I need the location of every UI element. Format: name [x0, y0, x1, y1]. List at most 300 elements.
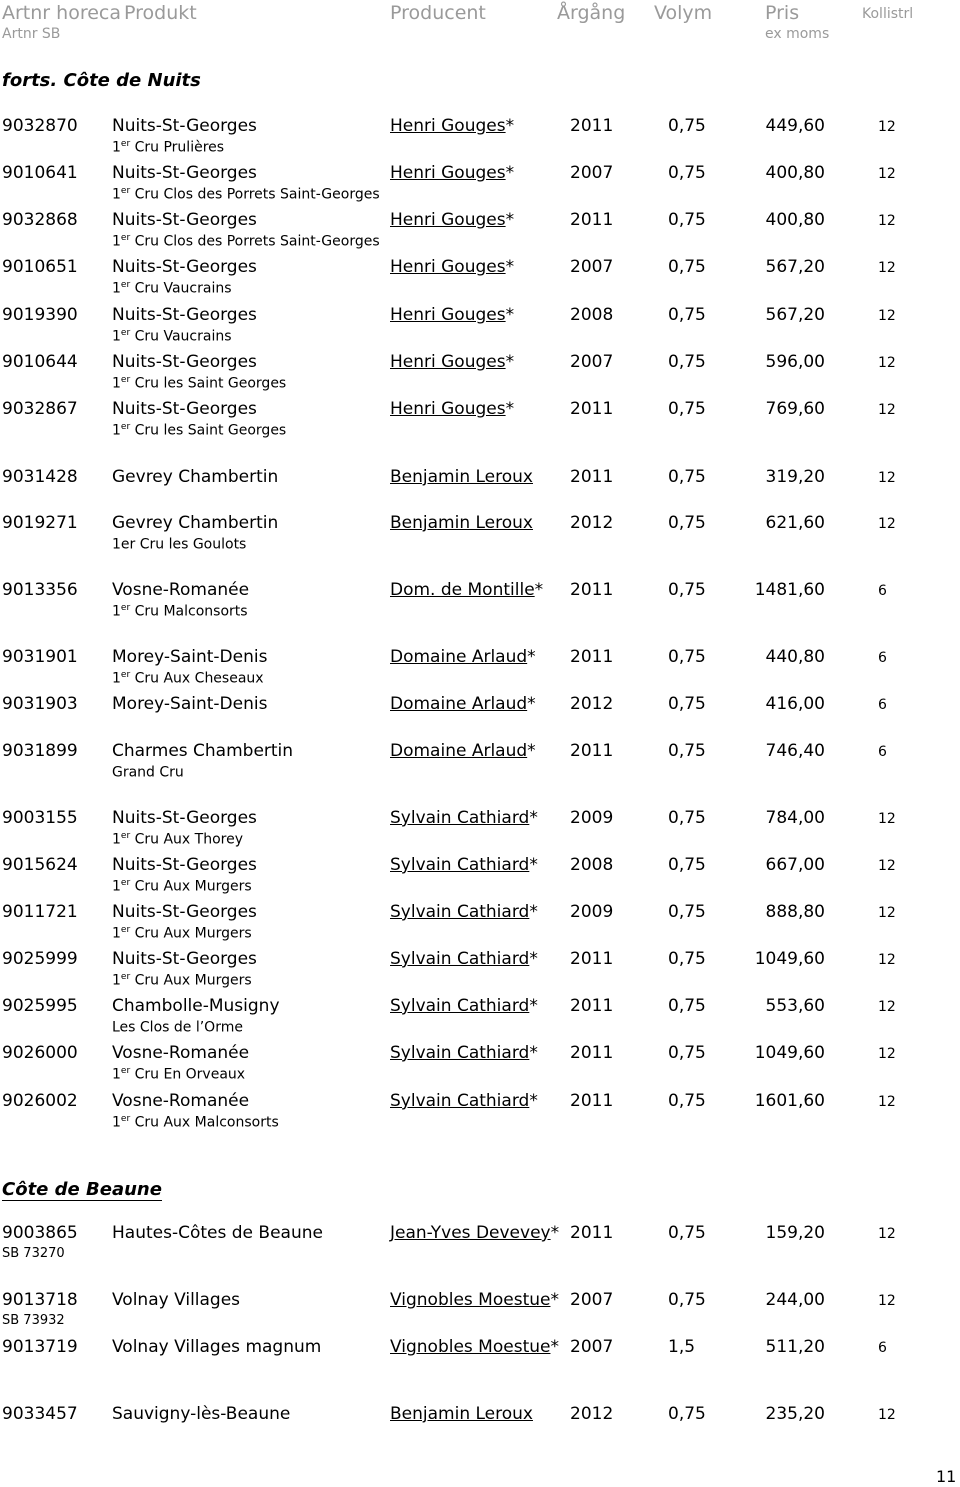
cru-superscript: er — [120, 186, 131, 196]
argang-cell: 2011 — [570, 399, 614, 419]
producent-cell — [390, 1290, 559, 1310]
cru-subtitle — [112, 536, 246, 553]
section-title-cote-de-beaune: Côte de Beaune — [2, 1179, 162, 1200]
pris-cell: 1049,60 — [754, 1043, 825, 1063]
artnr-cell: 9015624 — [2, 855, 78, 875]
argang-cell: 2011 — [570, 1223, 614, 1243]
pris-cell: 449,60 — [765, 116, 825, 136]
cru-subtitle — [112, 186, 380, 203]
volym-cell: 0,75 — [668, 808, 706, 828]
table-row — [0, 116, 960, 162]
cru-number: 1 — [112, 422, 121, 439]
cru-name: Les Clos de l’Orme — [112, 1019, 243, 1036]
cru-number: 1 — [112, 233, 121, 250]
header-argang: Årgång — [557, 2, 626, 24]
producent-link[interactable]: Henri Gouges — [390, 116, 506, 136]
kolli-cell: 12 — [878, 952, 896, 968]
kolli-cell: 6 — [878, 583, 887, 599]
header-producent: Producent — [390, 2, 486, 24]
kolli-cell: 12 — [878, 1407, 896, 1423]
pris-cell: 400,80 — [765, 163, 825, 183]
cru-name: Cru Aux Cheseaux — [130, 670, 264, 687]
producent-cell — [390, 305, 514, 325]
cru-number: 1 — [112, 375, 121, 392]
cru-name: Cru Aux Thorey — [130, 831, 243, 848]
producent-star: * — [550, 1337, 559, 1357]
producent-link[interactable]: Vignobles Moestue — [390, 1290, 551, 1310]
argang-cell: 2009 — [570, 808, 614, 828]
volym-cell: 0,75 — [668, 902, 706, 922]
artnr-cell: 9032867 — [2, 399, 78, 419]
produkt-cell: Nuits-St-Georges — [112, 352, 257, 372]
pris-cell: 667,00 — [765, 855, 825, 875]
producent-star: * — [550, 1290, 559, 1310]
produkt-cell: Nuits-St-Georges — [112, 949, 257, 969]
cru-subtitle — [112, 1019, 243, 1036]
volym-cell: 0,75 — [668, 996, 706, 1016]
cru-subtitle — [112, 670, 264, 687]
argang-cell: 2011 — [570, 467, 614, 487]
pris-cell: 416,00 — [765, 694, 825, 714]
produkt-cell: Nuits-St-Georges — [112, 808, 257, 828]
producent-cell — [390, 741, 536, 761]
artnr-cell: 9019390 — [2, 305, 78, 325]
kolli-cell: 12 — [878, 119, 896, 135]
table-row — [0, 647, 960, 693]
producent-link[interactable]: Henri Gouges — [390, 163, 506, 183]
table-row — [0, 305, 960, 351]
argang-cell: 2009 — [570, 902, 614, 922]
produkt-cell: Gevrey Chambertin — [112, 467, 279, 487]
produkt-cell: Nuits-St-Georges — [112, 902, 257, 922]
cru-superscript: er — [120, 139, 131, 149]
cru-superscript: er — [120, 233, 131, 243]
producent-star: * — [527, 694, 536, 714]
pris-cell: 746,40 — [765, 741, 825, 761]
argang-cell: 2007 — [570, 1290, 614, 1310]
pris-cell: 1049,60 — [754, 949, 825, 969]
pris-cell: 1601,60 — [754, 1091, 825, 1111]
cru-name: Cru Vaucrains — [130, 328, 232, 345]
producent-star: * — [505, 116, 515, 136]
artnr-cell: 9026002 — [2, 1091, 78, 1111]
volym-cell: 0,75 — [668, 855, 706, 875]
table-row — [0, 1043, 960, 1089]
producent-star: * — [534, 580, 544, 600]
cru-subtitle — [112, 139, 224, 156]
volym-cell: 0,75 — [668, 1404, 706, 1424]
produkt-cell: Volnay Villages magnum — [112, 1337, 322, 1357]
cru-name: Cru Prulières — [130, 139, 225, 156]
section-title-cote-de-nuits: forts. Côte de Nuits — [2, 70, 201, 91]
cru-superscript: er — [120, 925, 131, 935]
producent-link[interactable]: Vignobles Moestue — [390, 1337, 551, 1357]
table-row — [0, 1404, 960, 1450]
cru-subtitle — [112, 603, 248, 620]
volym-cell: 0,75 — [668, 352, 706, 372]
argang-cell: 2012 — [570, 1404, 614, 1424]
produkt-cell: Nuits-St-Georges — [112, 163, 257, 183]
table-row — [0, 741, 960, 787]
producent-cell — [390, 949, 538, 969]
cru-number: 1 — [112, 878, 121, 895]
artnr-cell: 9031428 — [2, 467, 78, 487]
producent-cell — [390, 1337, 559, 1357]
pris-cell: 400,80 — [765, 210, 825, 230]
producent-cell — [390, 694, 536, 714]
volym-cell: 0,75 — [668, 741, 706, 761]
cru-number: 1 — [112, 280, 121, 297]
produkt-cell: Hautes-Côtes de Beaune — [112, 1223, 323, 1243]
volym-cell: 0,75 — [668, 949, 706, 969]
kolli-cell: 12 — [878, 1226, 896, 1242]
artnr-cell: 9019271 — [2, 513, 78, 533]
volym-cell: 0,75 — [668, 305, 706, 325]
table-row — [0, 399, 960, 445]
cru-subtitle — [112, 831, 243, 848]
kolli-cell: 12 — [878, 213, 896, 229]
produkt-cell: Nuits-St-Georges — [112, 116, 257, 136]
kolli-cell: 12 — [878, 858, 896, 874]
pris-cell: 567,20 — [765, 257, 825, 277]
kolli-cell: 12 — [878, 166, 896, 182]
argang-cell: 2012 — [570, 513, 614, 533]
producent-link[interactable]: Sylvain Cathiard — [390, 902, 530, 922]
argang-cell: 2008 — [570, 305, 614, 325]
producent-link[interactable]: Henri Gouges — [390, 352, 506, 372]
produkt-cell: Nuits-St-Georges — [112, 210, 257, 230]
artnr-cell: 9032870 — [2, 116, 78, 136]
cru-subtitle — [112, 764, 184, 781]
argang-cell: 2011 — [570, 1091, 614, 1111]
artnr-cell: 9033457 — [2, 1404, 78, 1424]
pris-cell: 159,20 — [765, 1223, 825, 1243]
artnr-cell: 9003865 — [2, 1223, 78, 1243]
table-row — [0, 210, 960, 256]
cru-superscript: er — [120, 1066, 131, 1076]
argang-cell: 2011 — [570, 741, 614, 761]
argang-cell: 2007 — [570, 257, 614, 277]
producent-link[interactable]: Henri Gouges — [390, 399, 506, 419]
volym-cell: 0,75 — [668, 116, 706, 136]
sb-number: SB 73932 — [2, 1313, 65, 1328]
artnr-cell: 9026000 — [2, 1043, 78, 1063]
table-row — [0, 996, 960, 1042]
artnr-cell: 9011721 — [2, 902, 78, 922]
cru-number: 1 — [112, 972, 121, 989]
kolli-cell: 6 — [878, 697, 887, 713]
cru-number: 1 — [112, 1066, 121, 1083]
producent-link[interactable]: Henri Gouges — [390, 305, 506, 325]
cru-superscript: er — [120, 831, 131, 841]
pris-cell: 596,00 — [765, 352, 825, 372]
producent-star: * — [527, 741, 536, 761]
producent-star: * — [505, 305, 515, 325]
cru-number: 1 — [112, 139, 121, 156]
producent-link[interactable]: Sylvain Cathiard — [390, 1091, 530, 1111]
volym-cell: 0,75 — [668, 257, 706, 277]
pris-cell: 784,00 — [765, 808, 825, 828]
volym-cell: 0,75 — [668, 210, 706, 230]
cru-subtitle — [112, 925, 252, 942]
table-row — [0, 949, 960, 995]
volym-cell: 0,75 — [668, 694, 706, 714]
argang-cell: 2011 — [570, 647, 614, 667]
cru-superscript: er — [120, 972, 131, 982]
produkt-cell: Gevrey Chambertin — [112, 513, 279, 533]
cru-superscript: er — [120, 280, 131, 290]
artnr-cell: 9010644 — [2, 352, 78, 372]
pris-cell: 319,20 — [765, 467, 825, 487]
cru-name: Cru Aux Murgers — [130, 972, 252, 989]
produkt-cell: Volnay Villages — [112, 1290, 241, 1310]
argang-cell: 2011 — [570, 949, 614, 969]
table-row — [0, 1091, 960, 1137]
producent-star: * — [529, 1043, 538, 1063]
cru-superscript: er — [120, 422, 131, 432]
cru-number: 1 — [112, 328, 121, 345]
producent-cell — [390, 1223, 559, 1243]
cru-name: 1er Cru les Goulots — [112, 536, 247, 553]
cru-name: Cru Clos des Porrets Saint-Georges — [130, 186, 380, 203]
pris-cell: 553,60 — [765, 996, 825, 1016]
artnr-cell: 9025995 — [2, 996, 78, 1016]
pris-cell: 244,00 — [765, 1290, 825, 1310]
artnr-cell: 9013356 — [2, 580, 78, 600]
pris-cell: 621,60 — [765, 513, 825, 533]
producent-link[interactable]: Sylvain Cathiard — [390, 996, 530, 1016]
volym-cell: 0,75 — [668, 647, 706, 667]
kolli-cell: 12 — [878, 402, 896, 418]
cru-subtitle — [112, 375, 286, 392]
produkt-cell: Morey-Saint-Denis — [112, 694, 268, 714]
artnr-cell: 9032868 — [2, 210, 78, 230]
cru-number: 1 — [112, 925, 121, 942]
producent-cell — [390, 352, 514, 372]
produkt-cell: Nuits-St-Georges — [112, 399, 257, 419]
producent-star: * — [505, 399, 515, 419]
pris-cell: 1481,60 — [754, 580, 825, 600]
volym-cell: 0,75 — [668, 1290, 706, 1310]
volym-cell: 0,75 — [668, 580, 706, 600]
producent-link[interactable]: Sylvain Cathiard — [390, 808, 530, 828]
kolli-cell: 6 — [878, 744, 887, 760]
producent-cell — [390, 808, 538, 828]
produkt-cell: Nuits-St-Georges — [112, 257, 257, 277]
argang-cell: 2008 — [570, 855, 614, 875]
table-row — [0, 1337, 960, 1383]
producent-star: * — [529, 808, 538, 828]
producent-star: * — [505, 210, 515, 230]
kolli-cell: 12 — [878, 355, 896, 371]
table-row — [0, 855, 960, 901]
argang-cell: 2011 — [570, 580, 614, 600]
argang-cell: 2011 — [570, 1043, 614, 1063]
cru-superscript: er — [120, 1114, 131, 1124]
header-artnr-sb: Artnr SB — [2, 26, 61, 42]
kolli-cell: 12 — [878, 1293, 896, 1309]
cru-name: Cru Malconsorts — [130, 603, 248, 620]
kolli-cell: 12 — [878, 470, 896, 486]
producent-cell — [390, 1091, 538, 1111]
kolli-cell: 12 — [878, 516, 896, 532]
header-ex-moms: ex moms — [765, 26, 830, 42]
produkt-cell: Vosne-Romanée — [112, 1091, 250, 1111]
producent-star: * — [529, 949, 538, 969]
produkt-cell: Nuits-St-Georges — [112, 855, 257, 875]
pris-cell: 440,80 — [765, 647, 825, 667]
cru-number: 1 — [112, 603, 121, 620]
kolli-cell: 6 — [878, 1340, 887, 1356]
cru-name: Grand Cru — [112, 764, 184, 781]
producent-cell — [390, 257, 514, 277]
kolli-cell: 12 — [878, 308, 896, 324]
producent-link[interactable]: Domaine Arlaud — [390, 647, 528, 667]
cru-number: 1 — [112, 670, 121, 687]
volym-cell: 1,5 — [668, 1337, 696, 1357]
producent-star: * — [505, 163, 515, 183]
table-row — [0, 902, 960, 948]
cru-subtitle — [112, 1114, 279, 1131]
header-pris: Pris — [765, 2, 800, 24]
argang-cell: 2007 — [570, 163, 614, 183]
cru-name: Cru Vaucrains — [130, 280, 232, 297]
pris-cell: 567,20 — [765, 305, 825, 325]
artnr-cell: 9010651 — [2, 257, 78, 277]
artnr-cell: 9031899 — [2, 741, 78, 761]
kolli-cell: 6 — [878, 650, 887, 666]
producent-link[interactable]: Sylvain Cathiard — [390, 855, 530, 875]
producent-cell — [390, 580, 543, 600]
table-row — [0, 352, 960, 398]
producent-link[interactable]: Jean-Yves Devevey — [390, 1223, 551, 1243]
header-produkt: Produkt — [124, 2, 197, 24]
table-row — [0, 1290, 960, 1336]
artnr-cell: 9025999 — [2, 949, 78, 969]
artnr-cell: 9031901 — [2, 647, 78, 667]
produkt-cell: Chambolle-Musigny — [112, 996, 280, 1016]
cru-subtitle — [112, 1066, 245, 1083]
page-number: 11 — [936, 1467, 957, 1486]
sb-number: SB 73270 — [2, 1246, 65, 1261]
table-row — [0, 467, 960, 513]
volym-cell: 0,75 — [668, 467, 706, 487]
kolli-cell: 12 — [878, 260, 896, 276]
producent-star: * — [529, 855, 538, 875]
argang-cell: 2011 — [570, 210, 614, 230]
kolli-cell: 12 — [878, 811, 896, 827]
cru-subtitle — [112, 422, 286, 439]
producent-star: * — [550, 1223, 560, 1243]
cru-superscript: er — [120, 328, 131, 338]
argang-cell: 2012 — [570, 694, 614, 714]
producent-link[interactable]: Henri Gouges — [390, 257, 506, 277]
producent-cell — [390, 467, 533, 487]
produkt-cell: Nuits-St-Georges — [112, 305, 257, 325]
producent-cell — [390, 996, 538, 1016]
artnr-cell: 9013719 — [2, 1337, 78, 1357]
artnr-cell: 9013718 — [2, 1290, 78, 1310]
produkt-cell: Sauvigny-lès-Beaune — [112, 1404, 291, 1424]
artnr-cell: 9031903 — [2, 694, 78, 714]
producent-link[interactable]: Domaine Arlaud — [390, 694, 528, 714]
argang-cell: 2011 — [570, 996, 614, 1016]
cru-name: Cru En Orveaux — [130, 1066, 246, 1083]
cru-number: 1 — [112, 186, 121, 203]
producent-cell — [390, 513, 533, 533]
header-volym: Volym — [654, 2, 713, 24]
producent-link[interactable]: Benjamin Leroux — [390, 1404, 533, 1424]
cru-subtitle — [112, 280, 232, 297]
table-row — [0, 1223, 960, 1269]
cru-name: Cru Aux Murgers — [130, 878, 252, 895]
cru-name: Cru Aux Malconsorts — [130, 1114, 279, 1131]
producent-link[interactable]: Sylvain Cathiard — [390, 949, 530, 969]
kolli-cell: 12 — [878, 905, 896, 921]
cru-subtitle — [112, 233, 380, 250]
table-row — [0, 513, 960, 559]
produkt-cell: Charmes Chambertin — [112, 741, 294, 761]
artnr-cell: 9010641 — [2, 163, 78, 183]
volym-cell: 0,75 — [668, 163, 706, 183]
cru-name: Cru Aux Murgers — [130, 925, 252, 942]
kolli-cell: 12 — [878, 1094, 896, 1110]
producent-cell — [390, 1043, 538, 1063]
pris-cell: 511,20 — [765, 1337, 825, 1357]
cru-superscript: er — [120, 603, 131, 613]
table-row — [0, 257, 960, 303]
producent-link[interactable]: Henri Gouges — [390, 210, 506, 230]
produkt-cell: Morey-Saint-Denis — [112, 647, 268, 667]
producent-link[interactable]: Dom. de Montille — [390, 580, 535, 600]
pris-cell: 235,20 — [765, 1404, 825, 1424]
argang-cell: 2011 — [570, 116, 614, 136]
kolli-cell: 12 — [878, 1046, 896, 1062]
cru-subtitle — [112, 328, 232, 345]
produkt-cell: Vosne-Romanée — [112, 1043, 250, 1063]
cru-name: Cru les Saint Georges — [130, 422, 287, 439]
header-kollistrl: Kollistrl — [862, 6, 914, 22]
volym-cell: 0,75 — [668, 1223, 706, 1243]
producent-link[interactable]: Benjamin Leroux — [390, 513, 533, 533]
producent-cell — [390, 116, 514, 136]
cru-superscript: er — [120, 375, 131, 385]
argang-cell: 2007 — [570, 352, 614, 372]
table-row — [0, 808, 960, 854]
producent-star: * — [505, 352, 515, 372]
cru-superscript: er — [120, 878, 131, 888]
producent-star: * — [505, 257, 515, 277]
cru-number: 1 — [112, 831, 121, 848]
cru-name: Cru les Saint Georges — [130, 375, 287, 392]
producent-cell — [390, 1404, 533, 1424]
argang-cell: 2007 — [570, 1337, 614, 1357]
volym-cell: 0,75 — [668, 1043, 706, 1063]
producent-link[interactable]: Domaine Arlaud — [390, 741, 528, 761]
produkt-cell: Vosne-Romanée — [112, 580, 250, 600]
table-row — [0, 580, 960, 626]
artnr-cell: 9003155 — [2, 808, 78, 828]
producent-link[interactable]: Benjamin Leroux — [390, 467, 533, 487]
cru-subtitle — [112, 972, 252, 989]
cru-subtitle — [112, 878, 252, 895]
producent-cell — [390, 163, 514, 183]
producent-link[interactable]: Sylvain Cathiard — [390, 1043, 530, 1063]
producent-cell — [390, 902, 538, 922]
volym-cell: 0,75 — [668, 1091, 706, 1111]
cru-number: 1 — [112, 1114, 121, 1131]
cru-name: Cru Clos des Porrets Saint-Georges — [130, 233, 380, 250]
